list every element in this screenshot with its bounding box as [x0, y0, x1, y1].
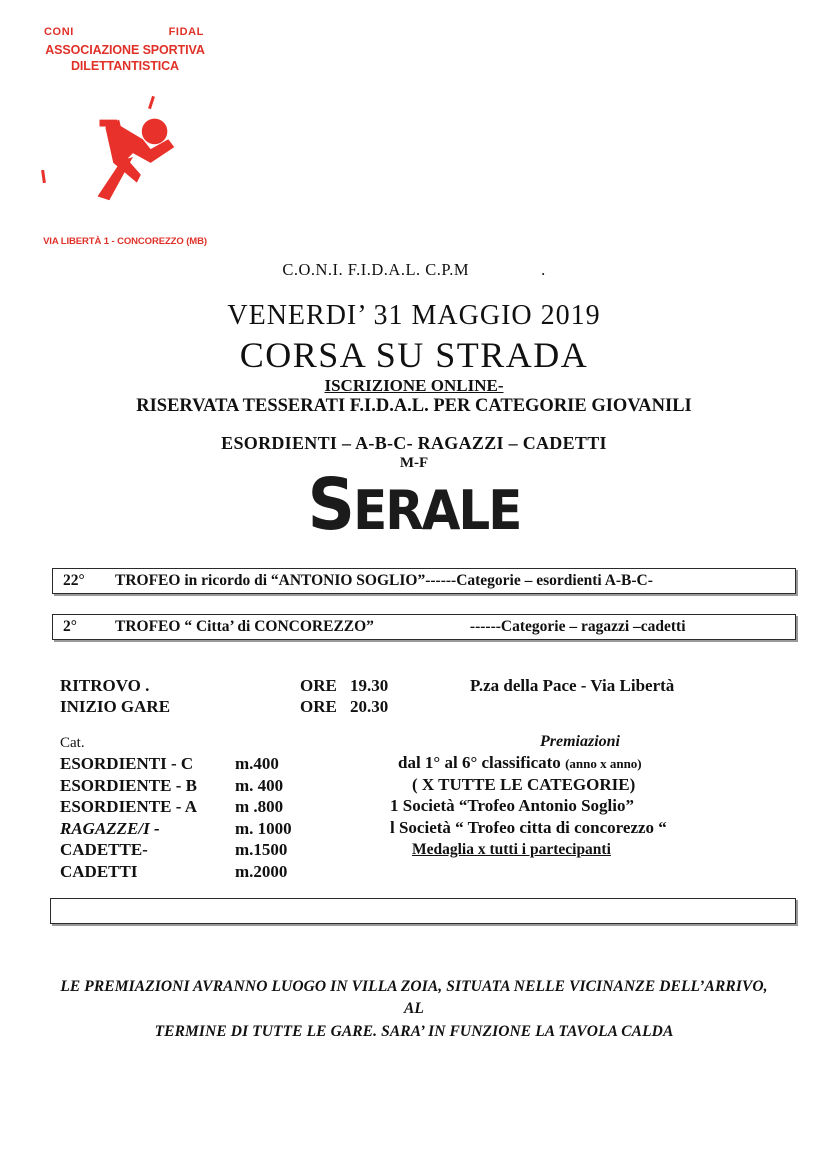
online-registration-line: [0, 376, 828, 396]
schedule-time-meeting: 19.30: [350, 676, 389, 695]
trophy-2-title: TROFEO “ Citta’ di CONCOREZZO”: [115, 618, 374, 635]
awards-column: [390, 733, 810, 861]
schedule-label-start: INIZIO GARE: [60, 697, 171, 716]
trailing-dot: .: [541, 260, 546, 279]
logo-artwork: [30, 76, 220, 236]
footer-line-2: TERMINE DI TUTTE LE GARE. SARA’ IN FUNZIONE LA TAVOLA CALDA: [154, 1022, 674, 1040]
event-schedule: [60, 676, 800, 718]
schedule-row-start: [60, 697, 800, 718]
awards-placings-note: (anno x anno): [565, 756, 642, 771]
awards-medal-text: Medaglia x tutti i partecipanti: [412, 841, 611, 858]
category-distance: m.1500: [235, 840, 288, 859]
federations-text: C.O.N.I. F.I.D.A.L. C.P.M: [282, 260, 470, 279]
footer-note: [60, 976, 768, 1043]
category-name: RAGAZZE/I -: [60, 818, 160, 838]
serale-remainder: ERALE: [353, 479, 521, 542]
awards-row-club-concorezzo: l Società “ Trofeo citta di concorezzo “: [390, 817, 667, 837]
category-name: ESORDIENTE - A: [60, 797, 197, 816]
runner-icon: [70, 98, 188, 216]
category-distance: m.2000: [235, 861, 288, 881]
category-row: [60, 754, 360, 776]
category-name: ESORDIENTI - C: [60, 754, 194, 773]
logo-federations: [30, 26, 220, 38]
logo-tick-mark-left: [41, 170, 46, 183]
trophy-2-number: 2°: [63, 618, 77, 635]
serale-banner: [0, 463, 828, 546]
awards-row-club-soglio: 1 Società “Trofeo Antonio Soglio”: [390, 796, 634, 815]
category-row: [60, 819, 360, 841]
awards-placings-main: dal 1° al 6° classificato: [398, 753, 566, 772]
empty-notice-box: [50, 898, 796, 924]
gender-line: M-F: [399, 455, 429, 471]
category-distance: m. 400: [235, 775, 284, 795]
logo-association-name: [30, 43, 220, 74]
awards-row-placings: [390, 753, 810, 775]
schedule-row-meeting: [60, 676, 800, 697]
logo-fidal-label: FIDAL: [168, 26, 204, 38]
schedule-ore-meeting: ORE: [300, 676, 337, 695]
online-registration-text: ISCRIZIONE ONLINE-: [324, 376, 504, 395]
logo-address: VIA LIBERTÀ 1 - CONCOREZZO (MB): [43, 236, 207, 248]
federations-line: [0, 260, 828, 280]
schedule-time-start: 20.30: [350, 697, 389, 716]
category-row: [60, 797, 360, 819]
category-distance: m .800: [235, 797, 284, 816]
category-row: [60, 776, 360, 798]
club-logo: [30, 26, 220, 276]
trophy-2-categories: ------Categorie – ragazzi –cadetti: [469, 618, 686, 635]
categories-heading: Cat.: [60, 735, 85, 751]
awards-row-all-categories: ( X TUTTE LE CATEGORIE): [412, 774, 636, 794]
trophy-box-concorezzo: [52, 614, 796, 640]
trophy-1-categories: Categorie – esordienti A-B-C-: [456, 572, 653, 589]
category-distance: m. 1000: [235, 818, 292, 838]
category-name: CADETTI: [60, 861, 138, 881]
footer-line-1: LE PREMIAZIONI AVRANNO LUOGO IN VILLA ZOIA, SITUATA NELLE VICINANZE DELL’ARRIVO, AL: [60, 978, 768, 1018]
logo-assoc-line2: DILETTANTISTICA: [71, 58, 179, 73]
age-categories-line: ESORDIENTI – A-B-C- RAGAZZI – CADETTI: [221, 433, 607, 453]
trophy-1-dashes: ------: [425, 572, 457, 589]
schedule-place-meeting: P.za della Pace - Via Libertà: [470, 676, 675, 695]
event-title: CORSA SU STRADA: [239, 335, 589, 375]
serale-initial: S: [307, 462, 354, 547]
category-distance: m.400: [235, 754, 279, 773]
category-name: ESORDIENTE - B: [60, 775, 197, 795]
category-row: [60, 840, 360, 862]
trophy-1-number: 22°: [63, 572, 85, 589]
trophy-box-soglio: [52, 568, 796, 594]
reserved-categories-line: RISERVATA TESSERATI F.I.D.A.L. PER CATEGORIE GIOVANILI: [136, 396, 692, 416]
schedule-ore-start: ORE: [300, 697, 337, 716]
trophy-1-title: TROFEO in ricordo di “ANTONIO SOGLIO”: [115, 572, 426, 589]
logo-coni-label: CONI: [44, 26, 74, 38]
awards-title: Premiazioni: [539, 733, 620, 750]
category-row: [60, 862, 360, 884]
awards-row-medal: [390, 839, 810, 861]
categories-column: [60, 735, 360, 883]
schedule-label-meeting: RITROVO .: [60, 676, 150, 695]
logo-assoc-line1: ASSOCIAZIONE SPORTIVA: [45, 43, 205, 57]
category-name: CADETTE-: [60, 840, 148, 859]
event-date: VENERDI’ 31 MAGGIO 2019: [227, 300, 601, 331]
